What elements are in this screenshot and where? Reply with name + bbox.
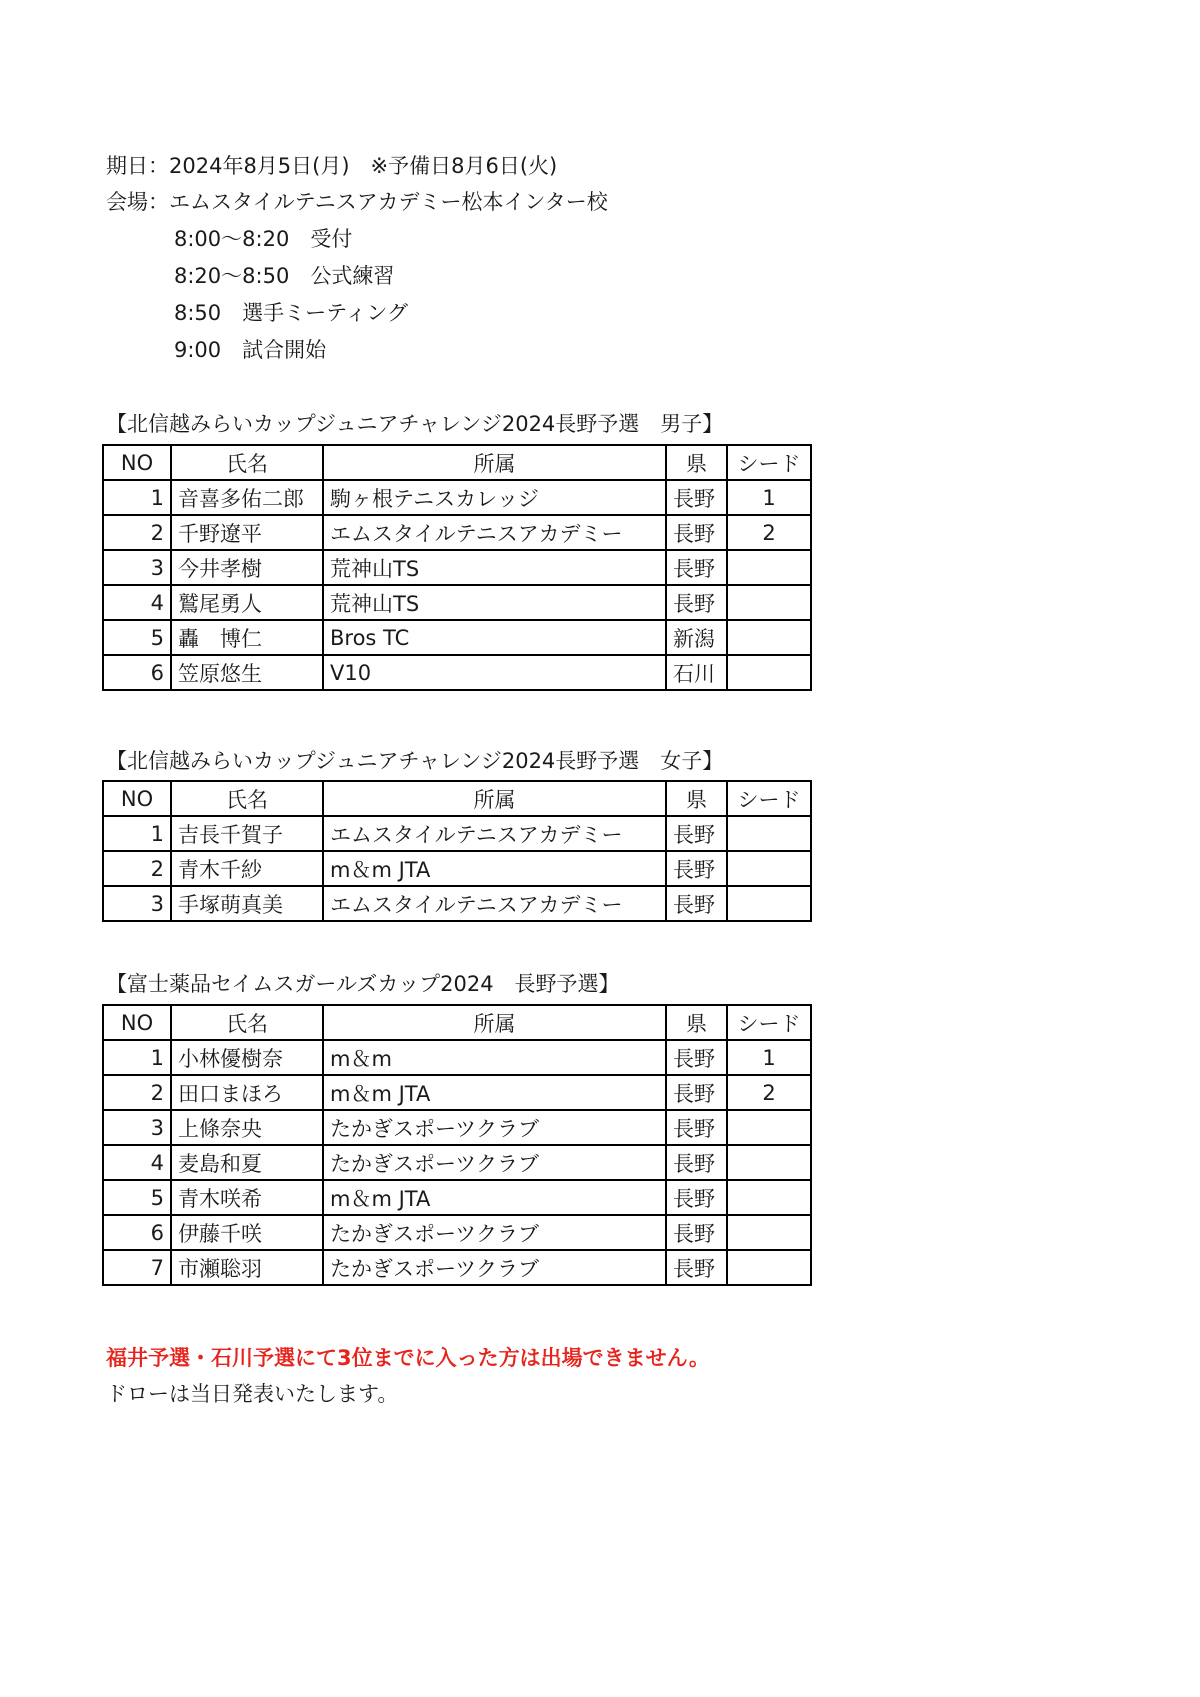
cell-affiliation: エムスタイルテニスアカデミー [323,886,666,921]
table-row [103,1075,811,1110]
column-header-name: 氏名 [171,1005,323,1040]
cell-no: 5 [103,620,171,655]
cell-prefecture: 長野 [666,480,727,515]
cell-affiliation: たかぎスポーツクラブ [323,1215,666,1250]
section-title-girls: 【北信越みらいカップジュニアチャレンジ2024長野予選 女子】 [106,749,724,773]
column-header-name: 氏名 [171,781,323,816]
cell-seed: 1 [727,480,811,515]
cell-affiliation: エムスタイルテニスアカデミー [323,816,666,851]
cell-no: 1 [103,1040,171,1075]
cell-no: 6 [103,655,171,690]
cell-name: 伊藤千咲 [171,1215,323,1250]
column-header-seed: シード [727,1005,811,1040]
cell-no: 4 [103,1145,171,1180]
cell-seed [727,655,811,690]
cell-name: 今井孝樹 [171,550,323,585]
column-header-affiliation: 所属 [323,1005,666,1040]
cell-seed [727,585,811,620]
cell-name: 上條奈央 [171,1110,323,1145]
cell-prefecture: 長野 [666,1215,727,1250]
entry-table-girls-cup [102,1004,812,1286]
cell-name: 音喜多佑二郎 [171,480,323,515]
cell-seed [727,1145,811,1180]
cell-prefecture: 長野 [666,1110,727,1145]
cell-seed: 1 [727,1040,811,1075]
table-row [103,550,811,585]
table-row [103,1250,811,1285]
cell-prefecture: 石川 [666,655,727,690]
table-row [103,480,811,515]
cell-affiliation: たかぎスポーツクラブ [323,1110,666,1145]
table-row [103,620,811,655]
entry-table-girls [102,780,812,922]
table-row [103,851,811,886]
eligibility-warning: 福井予選・石川予選にて3位までに入った方は出場できません。 [106,1346,710,1370]
column-header-seed: シード [727,781,811,816]
cell-name: 鷲尾勇人 [171,585,323,620]
column-header-prefecture: 県 [666,781,727,816]
cell-name: 千野遼平 [171,515,323,550]
cell-name: 田口まほろ [171,1075,323,1110]
section-title-boys: 【北信越みらいカップジュニアチャレンジ2024長野予選 男子】 [106,412,724,436]
schedule-item: 9:00 試合開始 [174,338,327,362]
cell-seed [727,886,811,921]
cell-seed [727,1180,811,1215]
table-header-row [103,781,811,816]
cell-name: 青木千紗 [171,851,323,886]
cell-no: 4 [103,585,171,620]
cell-prefecture: 長野 [666,816,727,851]
cell-affiliation: Bros TC [323,620,666,655]
table-row [103,1215,811,1250]
cell-seed: 2 [727,1075,811,1110]
cell-seed [727,620,811,655]
event-date: 期日：2024年8月5日(月) ※予備日8月6日(火) [106,154,558,178]
cell-prefecture: 長野 [666,1075,727,1110]
table-row [103,515,811,550]
table-row [103,585,811,620]
column-header-prefecture: 県 [666,1005,727,1040]
table-header-row [103,1005,811,1040]
cell-affiliation: 駒ヶ根テニスカレッジ [323,480,666,515]
schedule-item: 8:20～8:50 公式練習 [174,264,395,288]
cell-name: 青木咲希 [171,1180,323,1215]
column-header-no: NO [103,1005,171,1040]
cell-affiliation: エムスタイルテニスアカデミー [323,515,666,550]
cell-seed [727,851,811,886]
table-header-row [103,445,811,480]
cell-no: 1 [103,480,171,515]
cell-name: 市瀬聡羽 [171,1250,323,1285]
cell-affiliation: m＆m JTA [323,1075,666,1110]
cell-affiliation: たかぎスポーツクラブ [323,1145,666,1180]
cell-affiliation: m＆m [323,1040,666,1075]
cell-no: 5 [103,1180,171,1215]
table-row [103,816,811,851]
cell-seed [727,550,811,585]
cell-seed [727,1250,811,1285]
cell-name: 吉長千賀子 [171,816,323,851]
cell-prefecture: 長野 [666,550,727,585]
table-row [103,886,811,921]
column-header-seed: シード [727,445,811,480]
cell-prefecture: 長野 [666,1145,727,1180]
table-row [103,1180,811,1215]
table-row [103,1110,811,1145]
cell-no: 2 [103,851,171,886]
table-row [103,1145,811,1180]
cell-affiliation: V10 [323,655,666,690]
cell-no: 1 [103,816,171,851]
event-venue: 会場：エムスタイルテニスアカデミー松本インター校 [106,190,608,214]
cell-seed: 2 [727,515,811,550]
cell-affiliation: m＆m JTA [323,1180,666,1215]
column-header-prefecture: 県 [666,445,727,480]
column-header-affiliation: 所属 [323,781,666,816]
cell-seed [727,816,811,851]
cell-affiliation: たかぎスポーツクラブ [323,1250,666,1285]
cell-prefecture: 長野 [666,1040,727,1075]
cell-seed [727,1215,811,1250]
cell-prefecture: 長野 [666,851,727,886]
cell-no: 2 [103,1075,171,1110]
entry-table-boys [102,444,812,691]
cell-prefecture: 長野 [666,585,727,620]
cell-no: 2 [103,515,171,550]
cell-name: 笠原悠生 [171,655,323,690]
cell-no: 3 [103,1110,171,1145]
cell-prefecture: 長野 [666,1250,727,1285]
cell-no: 3 [103,886,171,921]
schedule-item: 8:00～8:20 受付 [174,227,353,251]
cell-prefecture: 新潟 [666,620,727,655]
cell-no: 3 [103,550,171,585]
column-header-affiliation: 所属 [323,445,666,480]
cell-prefecture: 長野 [666,1180,727,1215]
cell-name: 麦島和夏 [171,1145,323,1180]
cell-name: 小林優樹奈 [171,1040,323,1075]
column-header-no: NO [103,781,171,816]
cell-affiliation: 荒神山TS [323,550,666,585]
cell-affiliation: m＆m JTA [323,851,666,886]
cell-prefecture: 長野 [666,515,727,550]
schedule-item: 8:50 選手ミーティング [174,301,409,325]
section-title-girls-cup: 【富士薬品セイムスガールズカップ2024 長野予選】 [106,972,620,996]
cell-seed [727,1110,811,1145]
cell-name: 轟 博仁 [171,620,323,655]
table-row [103,1040,811,1075]
draw-notice: ドローは当日発表いたします。 [106,1382,399,1406]
cell-name: 手塚萌真美 [171,886,323,921]
cell-prefecture: 長野 [666,886,727,921]
cell-affiliation: 荒神山TS [323,585,666,620]
column-header-name: 氏名 [171,445,323,480]
table-row [103,655,811,690]
column-header-no: NO [103,445,171,480]
cell-no: 6 [103,1215,171,1250]
cell-no: 7 [103,1250,171,1285]
